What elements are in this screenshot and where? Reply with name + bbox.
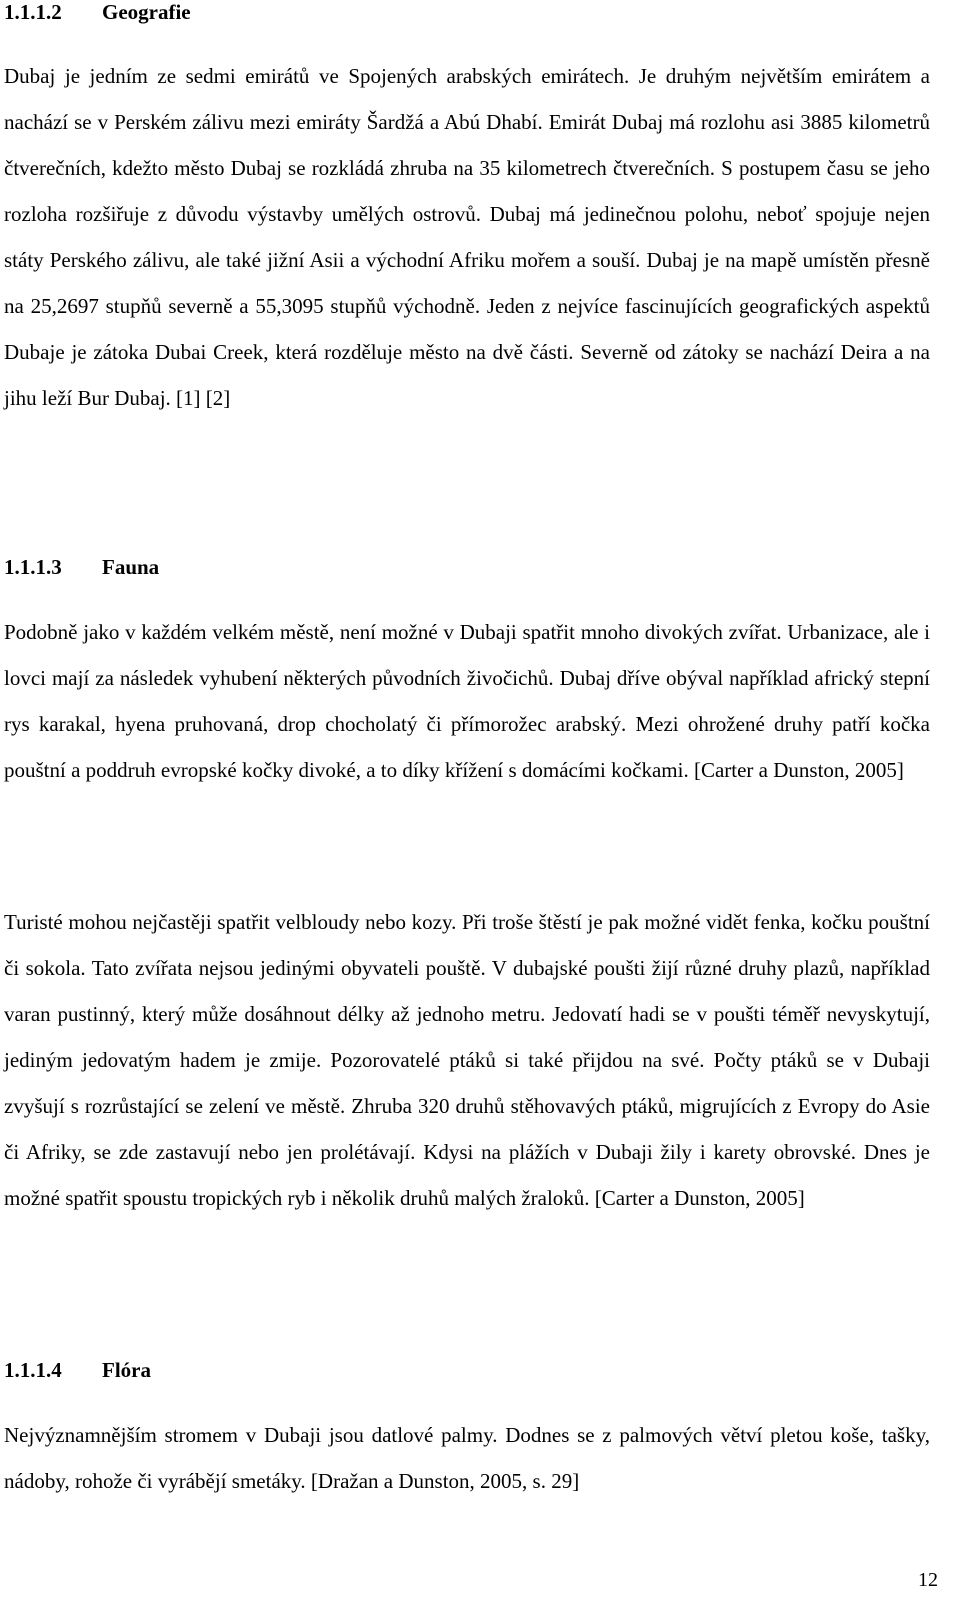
section-title: Flóra xyxy=(102,1358,151,1382)
section-heading-fauna xyxy=(4,555,159,579)
paragraph-fauna-1: Podobně jako v každém velkém městě, není možné v Dubaji spatřit mnoho divokých zvířat. Urbanizace, ale i lovci mají za následek vyhubení některých původních živočichů. Dubaj dříve obýval například africký stepní rys karakal, hyena pruhovaná, drop chocholatý či přímorožec arabský. Mezi ohrožené druhy patří kočka pouštní a poddruh evropské kočky divoké, a to díky křížení s domácími kočkami. [Carter a Dunston, 2005] xyxy=(4,620,930,782)
paragraph-geografie: Dubaj je jedním ze sedmi emirátů ve Spojených arabských emirátech. Je druhým největším emirátem a nachází se v Perském zálivu mezi emiráty Šardžá a Abú Dhabí. Emirát Dubaj má rozlohu asi 3885 kilometrů čtverečních, kdežto město Dubaj se rozkládá zhruba na 35 kilometrech čtverečních. S postupem času se jeho rozloha rozšiřuje z důvodu výstavby umělých ostrovů. Dubaj má jedinečnou polohu, neboť spojuje nejen státy Perského zálivu, ale také jižní Asii a východní Afriku mořem a souší. Dubaj je na mapě umístěn přesně na 25,2697 stupňů severně a 55,3095 stupňů východně. Jeden z nejvíce fascinujících geografických aspektů Dubaje je zátoka Dubai Creek, která rozděluje město na dvě části. Severně od zátoky se nachází Deira a na jihu leží Bur Dubaj. [1] [2] xyxy=(4,64,930,410)
section-title: Fauna xyxy=(102,555,160,579)
section-heading-flora xyxy=(4,1358,151,1382)
section-number: 1.1.1.2 xyxy=(4,0,62,24)
section-heading-geografie xyxy=(4,0,191,24)
page-number: 12 xyxy=(918,1569,938,1591)
paragraph-flora: Nejvýznamnějším stromem v Dubaji jsou datlové palmy. Dodnes se z palmových větví pletou koše, tašky, nádoby, rohože či vyrábějí smetáky. [Dražan a Dunston, 2005, s. 29] xyxy=(4,1423,930,1493)
section-number: 1.1.1.3 xyxy=(4,555,62,579)
paragraph-fauna-2: Turisté mohou nejčastěji spatřit velbloudy nebo kozy. Při troše štěstí je pak možné vidět fenka, kočku pouštní či sokola. Tato zvířata nejsou jedinými obyvateli pouště. V dubajské poušti žijí různé druhy plazů, například varan pustinný, který může dosáhnout délky až jednoho metru. Jedovatí hadi se v poušti téměř nevyskytují, jediným jedovatým hadem je zmije. Pozorovatelé ptáků si také přijdou na své. Počty ptáků se v Dubaji zvyšují s rozrůstající se zelení ve městě. Zhruba 320 druhů stěhovavých ptáků, migrujících z Evropy do Asie či Afriky, se zde zastavují nebo jen prolétávají. Kdysi na plážích v Dubaji žily i karety obrovské. Dnes je možné spatřit spoustu tropických ryb i několik druhů malých žraloků. [Carter a Dunston, 2005] xyxy=(4,910,930,1210)
section-number: 1.1.1.4 xyxy=(4,1358,62,1382)
section-title: Geografie xyxy=(102,0,191,24)
